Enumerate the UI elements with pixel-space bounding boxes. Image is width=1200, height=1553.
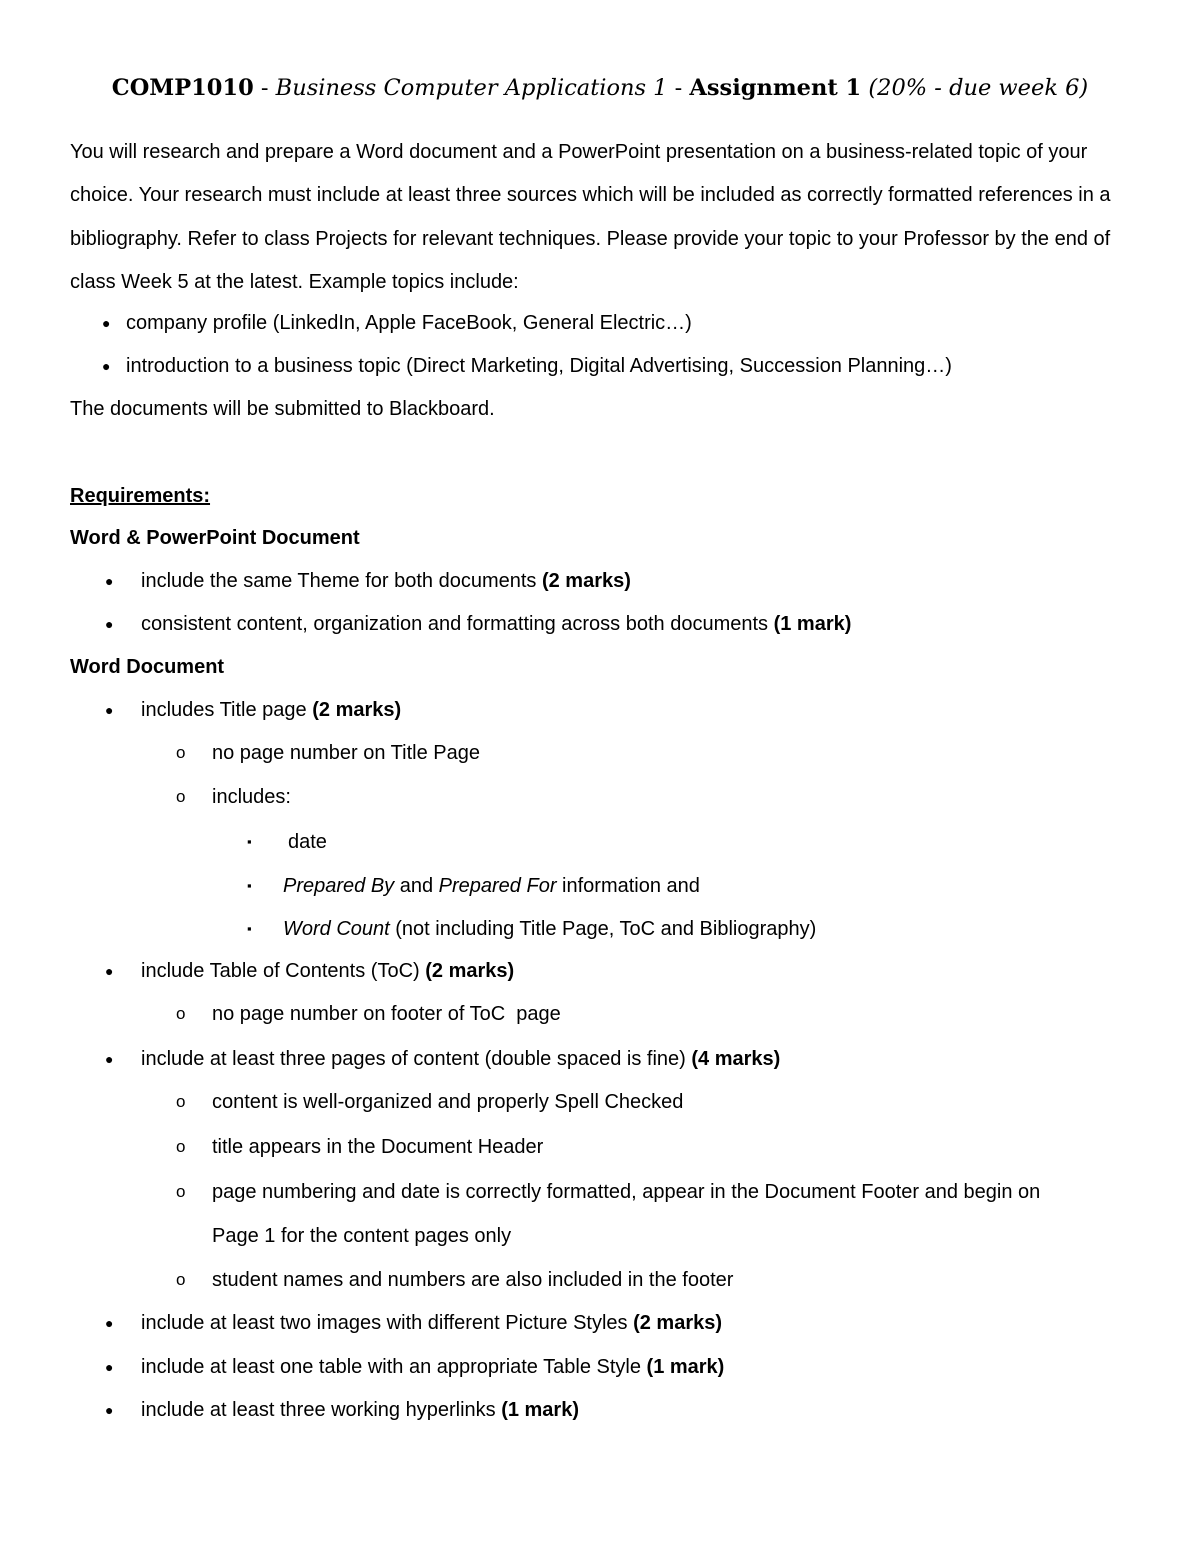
circle-bullet-icon: o (176, 1092, 186, 1111)
circle-bullet-icon: o (176, 1137, 186, 1156)
circle-bullet-icon: o (176, 1270, 186, 1289)
requirement-subitem: includes: (212, 786, 291, 808)
bullet-icon: ● (105, 573, 114, 589)
circle-bullet-icon: o (176, 1004, 186, 1023)
bullet-icon: ● (102, 358, 111, 374)
marks-label: (2 marks) (425, 960, 515, 982)
bullet-icon: ● (102, 315, 111, 331)
course-name: Business Computer Applications 1 (275, 75, 668, 101)
bullet-icon: ● (105, 616, 114, 632)
word-doc-heading: Word Document (70, 656, 225, 678)
requirement-item: include at least three pages of content (double spaced is fine) (4 marks) (141, 1048, 781, 1070)
requirements-heading: Requirements: (70, 485, 211, 507)
requirement-subitem: title appears in the Document Header (212, 1136, 544, 1158)
marks-label: (4 marks) (691, 1048, 781, 1070)
square-bullet-icon: ▪ (247, 834, 252, 849)
circle-bullet-icon: o (176, 743, 186, 762)
marks-label: (1 mark) (501, 1399, 579, 1421)
title-separator: - (253, 75, 276, 101)
assignment-name: Assignment 1 (689, 75, 862, 101)
title-separator: - (667, 75, 690, 101)
marks-label: (2 marks) (312, 699, 402, 721)
requirement-subitem-continued: Page 1 for the content pages only (212, 1225, 512, 1247)
marks-label: (1 mark) (773, 613, 852, 635)
bullet-icon: ● (105, 963, 114, 979)
example-topic: company profile (LinkedIn, Apple FaceBook, General Electric…) (126, 312, 692, 334)
square-bullet-icon: ▪ (247, 878, 252, 893)
example-topic: introduction to a business topic (Direct Marketing, Digital Advertising, Succession Planning…) (126, 355, 952, 377)
requirement-subitem: page numbering and date is correctly formatted, appear in the Document Footer and begin on (212, 1181, 1041, 1203)
bullet-icon: ● (105, 1051, 114, 1067)
marks-label: (2 marks) (541, 570, 631, 592)
document-title (0, 70, 1200, 106)
marks-label: (2 marks) (633, 1312, 723, 1334)
requirement-subsubitem: Prepared By and Prepared For information and (283, 875, 700, 897)
circle-bullet-icon: o (176, 787, 186, 806)
marks-label: (1 mark) (646, 1356, 725, 1378)
requirement-item: consistent content, organization and formatting across both documents (1 mark) (141, 613, 852, 635)
bullet-icon: ● (105, 1315, 114, 1331)
requirement-subitem: student names and numbers are also included in the footer (212, 1269, 734, 1291)
requirement-item: includes Title page (2 marks) (141, 699, 402, 721)
submission-note: The documents will be submitted to Blackboard. (70, 398, 495, 420)
requirement-item: include at least two images with different Picture Styles (2 marks) (141, 1312, 723, 1334)
square-bullet-icon: ▪ (247, 921, 252, 936)
requirement-subitem: no page number on footer of ToC page (212, 1003, 561, 1025)
requirement-item: include the same Theme for both documents (2 marks) (141, 570, 631, 592)
bullet-icon: ● (105, 1402, 114, 1418)
requirement-item: include at least three working hyperlinks (1 mark) (141, 1399, 579, 1421)
bullet-icon: ● (105, 702, 114, 718)
requirement-subitem: content is well-organized and properly Spell Checked (212, 1091, 684, 1113)
assignment-weight: (20% - due week 6) (861, 75, 1089, 101)
requirement-subsubitem: Word Count (not including Title Page, ToC and Bibliography) (283, 918, 817, 940)
word-ppt-heading: Word & PowerPoint Document (70, 527, 360, 549)
requirement-item: include at least one table with an appropriate Table Style (1 mark) (141, 1356, 725, 1378)
bullet-icon: ● (105, 1359, 114, 1375)
intro-paragraph: You will research and prepare a Word document and a PowerPoint presentation on a business-related topic of your choice. Your research must include at least three sources which will be included as correctly formatted references in a bibliography. Refer to class Projects for relevant techniques. Please provide your topic to your Professor by the end of class Week 5 at the latest. Example topics include: (70, 141, 1111, 293)
requirement-item: include Table of Contents (ToC) (2 marks) (141, 960, 515, 982)
circle-bullet-icon: o (176, 1182, 186, 1201)
course-code: COMP1010 (111, 75, 254, 101)
requirement-subitem: no page number on Title Page (212, 742, 480, 764)
requirement-subsubitem: date (288, 831, 327, 853)
